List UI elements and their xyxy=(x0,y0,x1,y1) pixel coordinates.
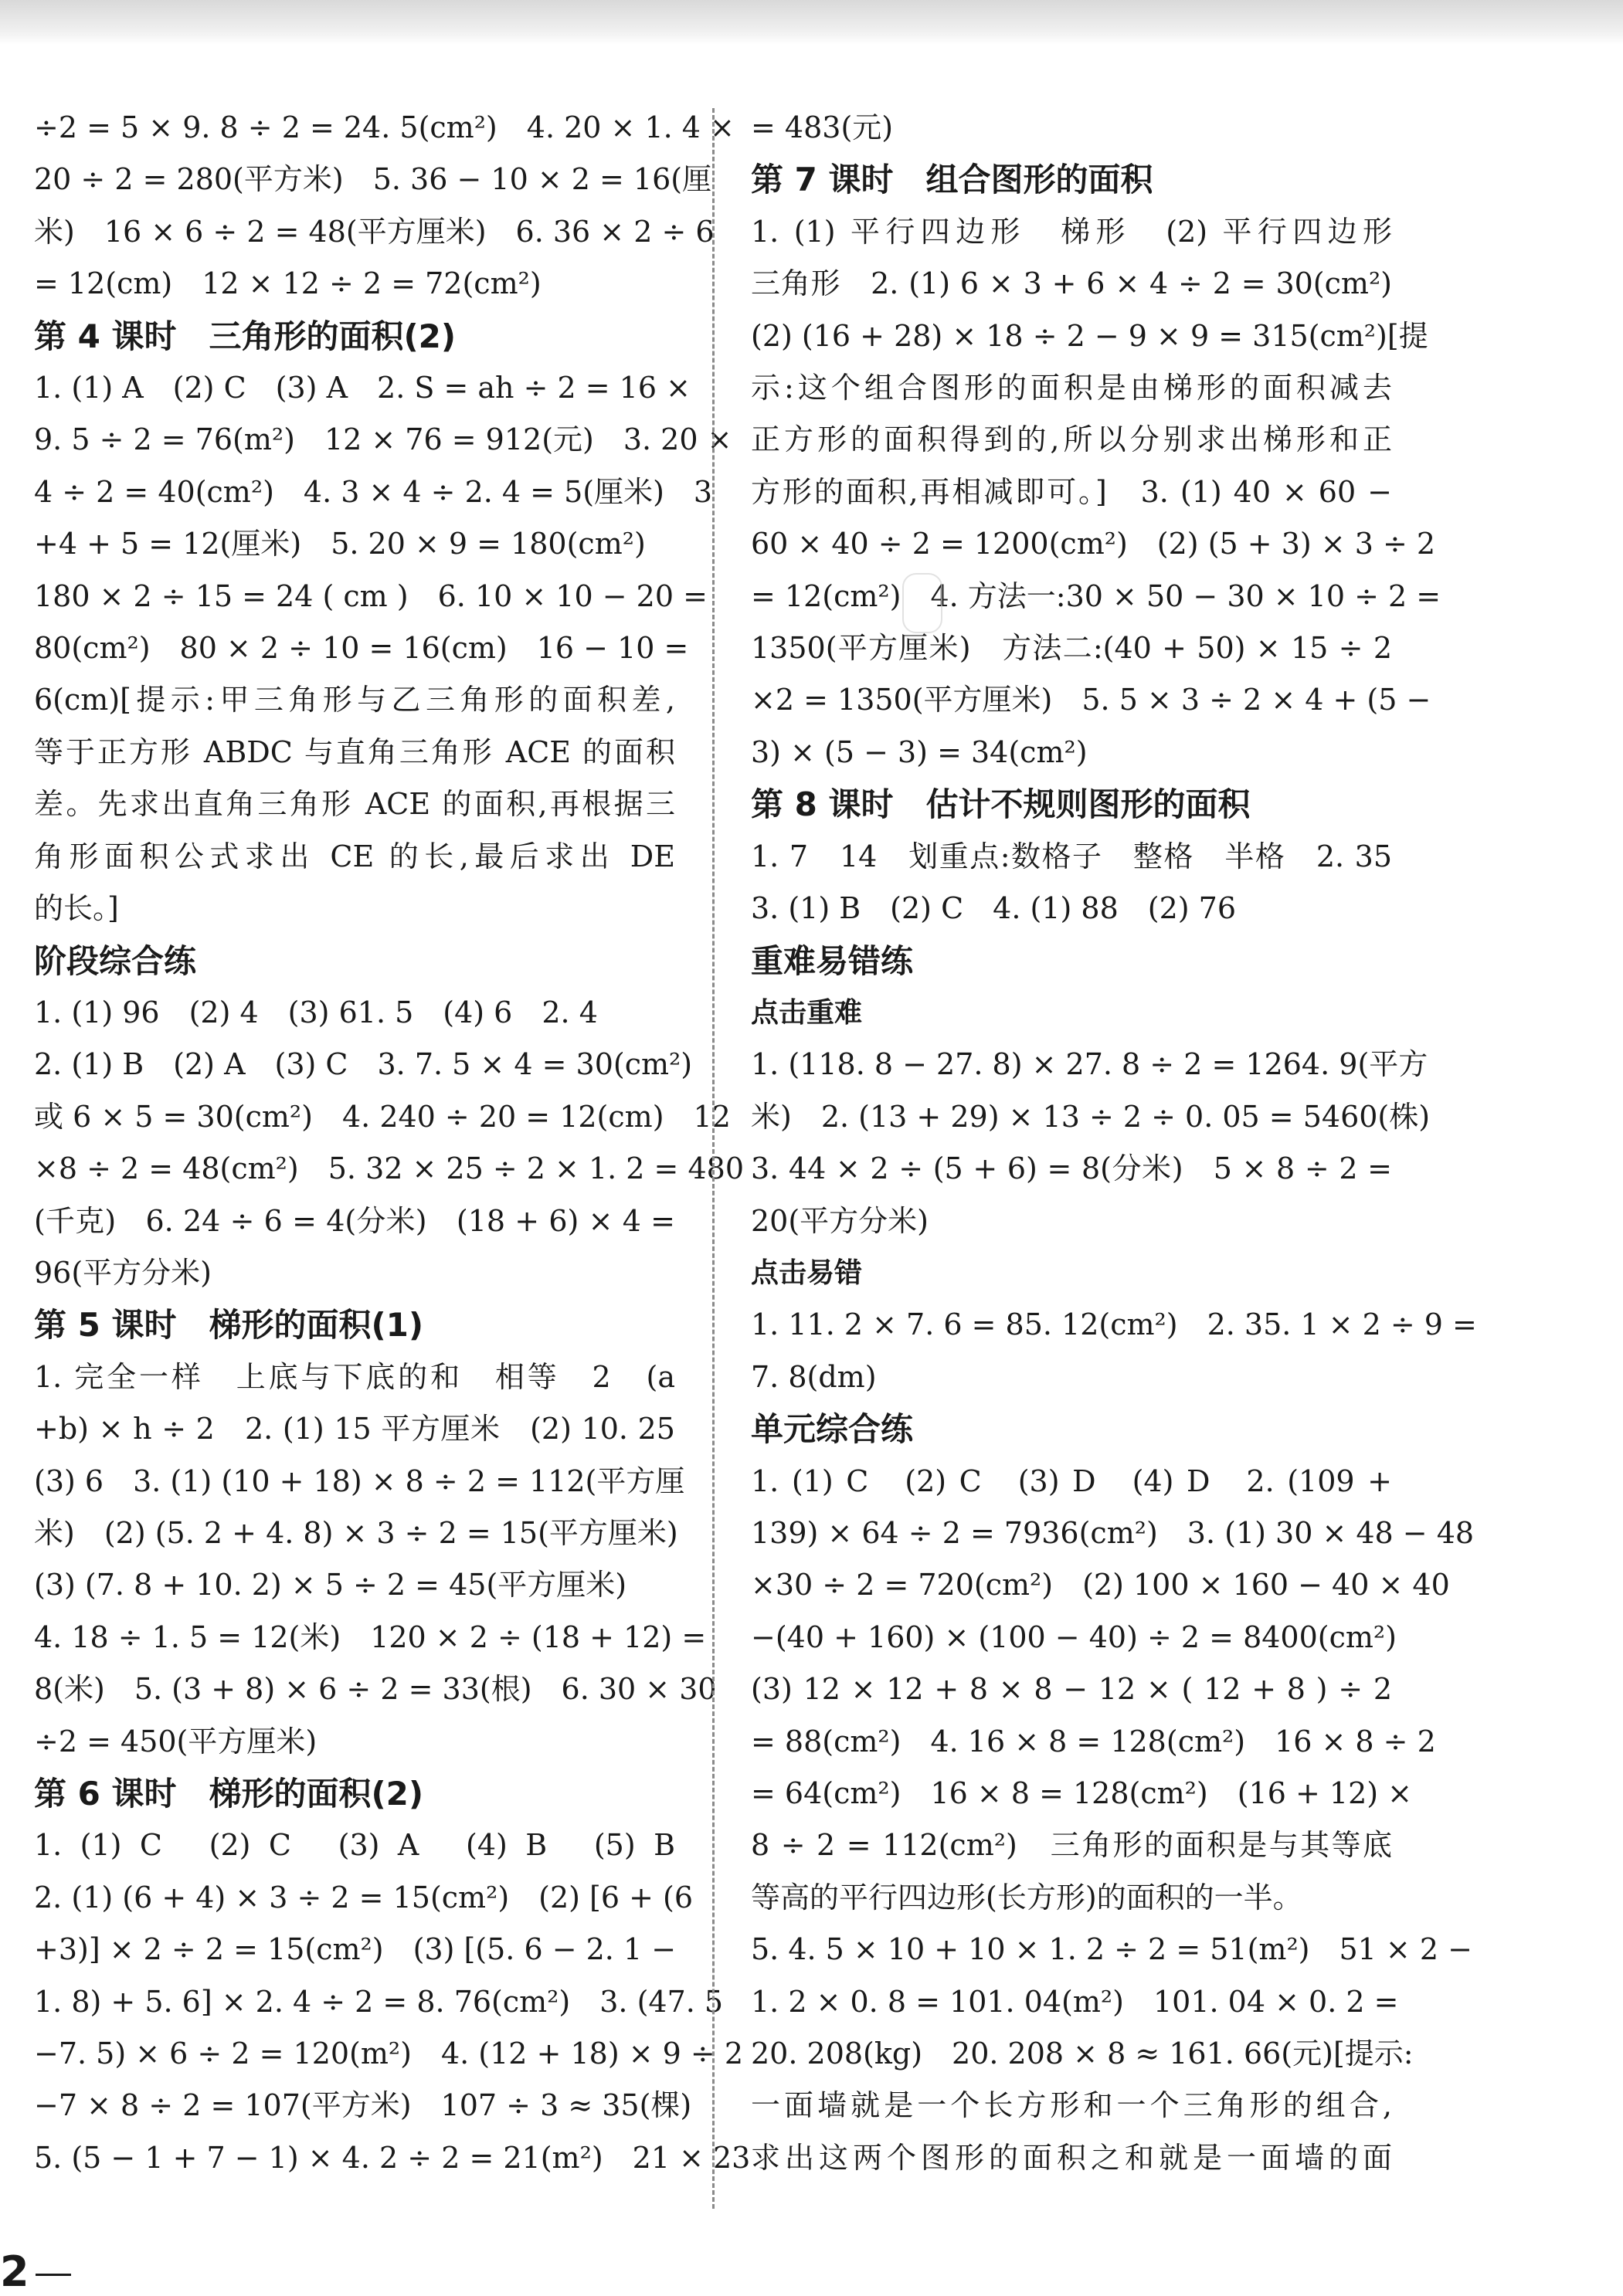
answer-line: 差。先求出直角三角形 ACE 的面积,再根据三 xyxy=(34,787,675,822)
answer-line: 等于正方形 ABDC 与直角三角形 ACE 的面积 xyxy=(34,734,675,769)
answer-line: 1. (1) A (2) C (3) A 2. S = ah ÷ 2 = 16 × xyxy=(34,371,691,405)
answer-line: 等高的平行四边形(长方形)的面积的一半。 xyxy=(751,1880,1302,1914)
answer-line: 1. 完全一样 上底与下底的和 相等 2 (a xyxy=(34,1359,675,1394)
answer-line: 2. (1) B (2) A (3) C 3. 7. 5 × 4 = 30(cm²) xyxy=(34,1047,693,1082)
section-heading: 单元综合练 xyxy=(751,1410,914,1449)
section-heading: 重难易错练 xyxy=(751,941,914,980)
answer-line: (3) 12 × 12 + 8 × 8 − 12 × ( 12 + 8 ) ÷ 2 xyxy=(751,1672,1392,1707)
answer-line: 8 ÷ 2 = 112(cm²) 三角形的面积是与其等底 xyxy=(751,1828,1392,1863)
faint-stamp-mark xyxy=(902,573,942,633)
answer-line: ÷2 = 5 × 9. 8 ÷ 2 = 24. 5(cm²) 4. 20 × 1. 4 × xyxy=(34,110,735,144)
answer-line: 3. (1) B (2) C 4. (1) 88 (2) 76 xyxy=(751,891,1237,926)
answer-line: −(40 + 160) × (100 − 40) ÷ 2 = 8400(cm²) xyxy=(751,1619,1397,1654)
answer-line: 米) 2. (13 + 29) × 13 ÷ 2 ÷ 0. 05 = 5460(株) xyxy=(751,1099,1431,1134)
answer-line: 96(平方分米) xyxy=(34,1255,212,1290)
answer-line: 一面墙就是一个长方形和一个三角形的组合, xyxy=(751,2088,1392,2123)
answer-line: ×30 ÷ 2 = 720(cm²) (2) 100 × 160 − 40 × 40 xyxy=(751,1568,1450,1602)
answer-line: 三角形 2. (1) 6 × 3 + 6 × 4 ÷ 2 = 30(cm²) xyxy=(751,266,1392,301)
section-heading: 第 4 课时 三角形的面积(2) xyxy=(34,317,457,355)
answer-line: 1. 11. 2 × 7. 6 = 85. 12(cm²) 2. 35. 1 × 2 ÷ 9 = xyxy=(751,1307,1477,1342)
answer-line: 80(cm²) 80 × 2 ÷ 10 = 16(cm) 16 − 10 = xyxy=(34,631,689,666)
answer-line: 3. 44 × 2 ÷ (5 + 6) = 8(分米) 5 × 8 ÷ 2 = xyxy=(751,1151,1392,1186)
top-edge-shadow xyxy=(0,0,1623,45)
answer-line: 60 × 40 ÷ 2 = 1200(cm²) (2) (5 + 3) × 3 ÷ 2 xyxy=(751,527,1436,561)
answer-line: 米) 16 × 6 ÷ 2 = 48(平方厘米) 6. 36 × 2 ÷ 6 xyxy=(34,214,715,249)
answer-line: 3) × (5 − 3) = 34(cm²) xyxy=(751,734,1088,769)
answer-line: = 12(cm) 12 × 12 ÷ 2 = 72(cm²) xyxy=(34,266,542,301)
answer-line: 180 × 2 ÷ 15 = 24 ( cm ) 6. 10 × 10 − 20 = xyxy=(34,578,708,613)
answer-line: 4 ÷ 2 = 40(cm²) 4. 3 × 4 ÷ 2. 4 = 5(厘米) 3 xyxy=(34,474,713,509)
subsection-heading: 点击重难 xyxy=(751,996,863,1029)
answer-line: 139) × 64 ÷ 2 = 7936(cm²) 3. (1) 30 × 48 − 48 xyxy=(751,1515,1475,1550)
subsection-heading: 点击易错 xyxy=(751,1257,863,1289)
answer-line: 1. (1) 平行四边形 梯形 (2) 平行四边形 xyxy=(751,214,1392,249)
answer-line: 示:这个组合图形的面积是由梯形的面积减去 xyxy=(751,371,1392,405)
answer-line: 正方形的面积得到的,所以分别求出梯形和正 xyxy=(751,422,1392,457)
answer-line: −7 × 8 ÷ 2 = 107(平方米) 107 ÷ 3 ≈ 35(棵) xyxy=(34,2088,692,2123)
answer-line: 8(米) 5. (3 + 8) × 6 ÷ 2 = 33(根) 6. 30 × 30 xyxy=(34,1672,717,1707)
answer-line: = 64(cm²) 16 × 8 = 128(cm²) (16 + 12) × xyxy=(751,1776,1413,1810)
answer-line: 9. 5 ÷ 2 = 76(m²) 12 × 76 = 912(元) 3. 20 × xyxy=(34,422,732,457)
answer-line: 或 6 × 5 = 30(cm²) 4. 240 ÷ 20 = 12(cm) 12 xyxy=(34,1099,731,1134)
answer-line: 4. 18 ÷ 1. 5 = 12(米) 120 × 2 ÷ (18 + 12) = xyxy=(34,1619,707,1654)
answer-line: 20 ÷ 2 = 280(平方米) 5. 36 − 10 × 2 = 16(厘 xyxy=(34,162,712,197)
answer-line: (2) (16 + 28) × 18 ÷ 2 − 9 × 9 = 315(cm²)[提 xyxy=(751,318,1428,353)
right-answer-column xyxy=(751,102,1477,2184)
answer-line: (3) (7. 8 + 10. 2) × 5 ÷ 2 = 45(平方厘米) xyxy=(34,1568,627,1602)
column-divider xyxy=(712,108,715,2209)
section-heading: 第 6 课时 梯形的面积(2) xyxy=(34,1775,424,1813)
answer-line: −7. 5) × 6 ÷ 2 = 120(m²) 4. (12 + 18) × 9 ÷ 2 xyxy=(34,2037,744,2071)
answer-line: +4 + 5 = 12(厘米) 5. 20 × 9 = 180(cm²) xyxy=(34,527,646,561)
answer-line: ÷2 = 450(平方厘米) xyxy=(34,1724,317,1758)
answer-line: 1. 2 × 0. 8 = 101. 04(m²) 101. 04 × 0. 2 = xyxy=(751,1984,1399,2019)
answer-line: 1. (118. 8 − 27. 8) × 27. 8 ÷ 2 = 1264. 9(平方 xyxy=(751,1047,1428,1082)
left-answer-column xyxy=(34,102,751,2184)
answer-line: = 12(cm²) 4. 方法一:30 × 50 − 30 × 10 ÷ 2 = xyxy=(751,578,1441,613)
answer-line: ×8 ÷ 2 = 48(cm²) 5. 32 × 25 ÷ 2 × 1. 2 = 480 xyxy=(34,1151,744,1186)
page-number: 2 xyxy=(0,2247,29,2296)
answer-line: = 88(cm²) 4. 16 × 8 = 128(cm²) 16 × 8 ÷ 2 xyxy=(751,1724,1436,1758)
answer-line: (3) 6 3. (1) (10 + 18) × 8 ÷ 2 = 112(平方厘 xyxy=(34,1463,685,1498)
answer-line: 方形的面积,再相减即可。] 3. (1) 40 × 60 − xyxy=(751,474,1392,509)
section-heading: 第 8 课时 估计不规则图形的面积 xyxy=(751,785,1251,824)
answer-line: 7. 8(dm) xyxy=(751,1359,877,1394)
answer-line: 1. 8) + 5. 6] × 2. 4 ÷ 2 = 8. 76(cm²) 3. (47. 5 xyxy=(34,1984,724,2019)
section-heading: 第 7 课时 组合图形的面积 xyxy=(751,161,1153,199)
answer-line: 6(cm)[提示:甲三角形与乙三角形的面积差, xyxy=(34,683,675,717)
answer-line: +b) × h ÷ 2 2. (1) 15 平方厘米 (2) 10. 25 xyxy=(34,1412,675,1446)
answer-line: 1350(平方厘米) 方法二:(40 + 50) × 15 ÷ 2 xyxy=(751,631,1392,666)
answer-line: 1. (1) 96 (2) 4 (3) 61. 5 (4) 6 2. 4 xyxy=(34,995,598,1029)
answer-line: 5. (5 − 1 + 7 − 1) × 4. 2 ÷ 2 = 21(m²) 21 × 23 xyxy=(34,2140,751,2175)
page-number-dash xyxy=(36,2274,71,2276)
answer-line: (千克) 6. 24 ÷ 6 = 4(分米) (18 + 6) × 4 = xyxy=(34,1203,675,1238)
answer-line: 1. (1) C (2) C (3) D (4) D 2. (109 + xyxy=(751,1463,1392,1498)
answer-line: 求出这两个图形的面积之和就是一面墙的面 xyxy=(751,2140,1392,2175)
answer-line: 20. 208(kg) 20. 208 × 8 ≈ 161. 66(元)[提示: xyxy=(751,2037,1414,2071)
answer-line: 1. (1) C (2) C (3) A (4) B (5) B xyxy=(34,1828,675,1863)
answer-line: ×2 = 1350(平方厘米) 5. 5 × 3 ÷ 2 × 4 + (5 − xyxy=(751,683,1431,717)
answer-line: 5. 4. 5 × 10 + 10 × 1. 2 ÷ 2 = 51(m²) 51 × 2 − xyxy=(751,1932,1472,1967)
answer-line: 20(平方分米) xyxy=(751,1203,929,1238)
answer-line: = 483(元) xyxy=(751,110,894,144)
answer-line: 1. 7 14 划重点:数格子 整格 半格 2. 35 xyxy=(751,839,1392,873)
section-heading: 第 5 课时 梯形的面积(1) xyxy=(34,1306,424,1345)
answer-line: 的长。] xyxy=(34,891,119,926)
answer-line: +3)] × 2 ÷ 2 = 15(cm²) (3) [(5. 6 − 2. 1 − xyxy=(34,1932,677,1967)
answer-line: 2. (1) (6 + 4) × 3 ÷ 2 = 15(cm²) (2) [6 + (6 xyxy=(34,1880,694,1914)
section-heading: 阶段综合练 xyxy=(34,941,197,980)
answer-line: 角形面积公式求出 CE 的长,最后求出 DE xyxy=(34,839,675,873)
answer-line: 米) (2) (5. 2 + 4. 8) × 3 ÷ 2 = 15(平方厘米) xyxy=(34,1515,678,1550)
